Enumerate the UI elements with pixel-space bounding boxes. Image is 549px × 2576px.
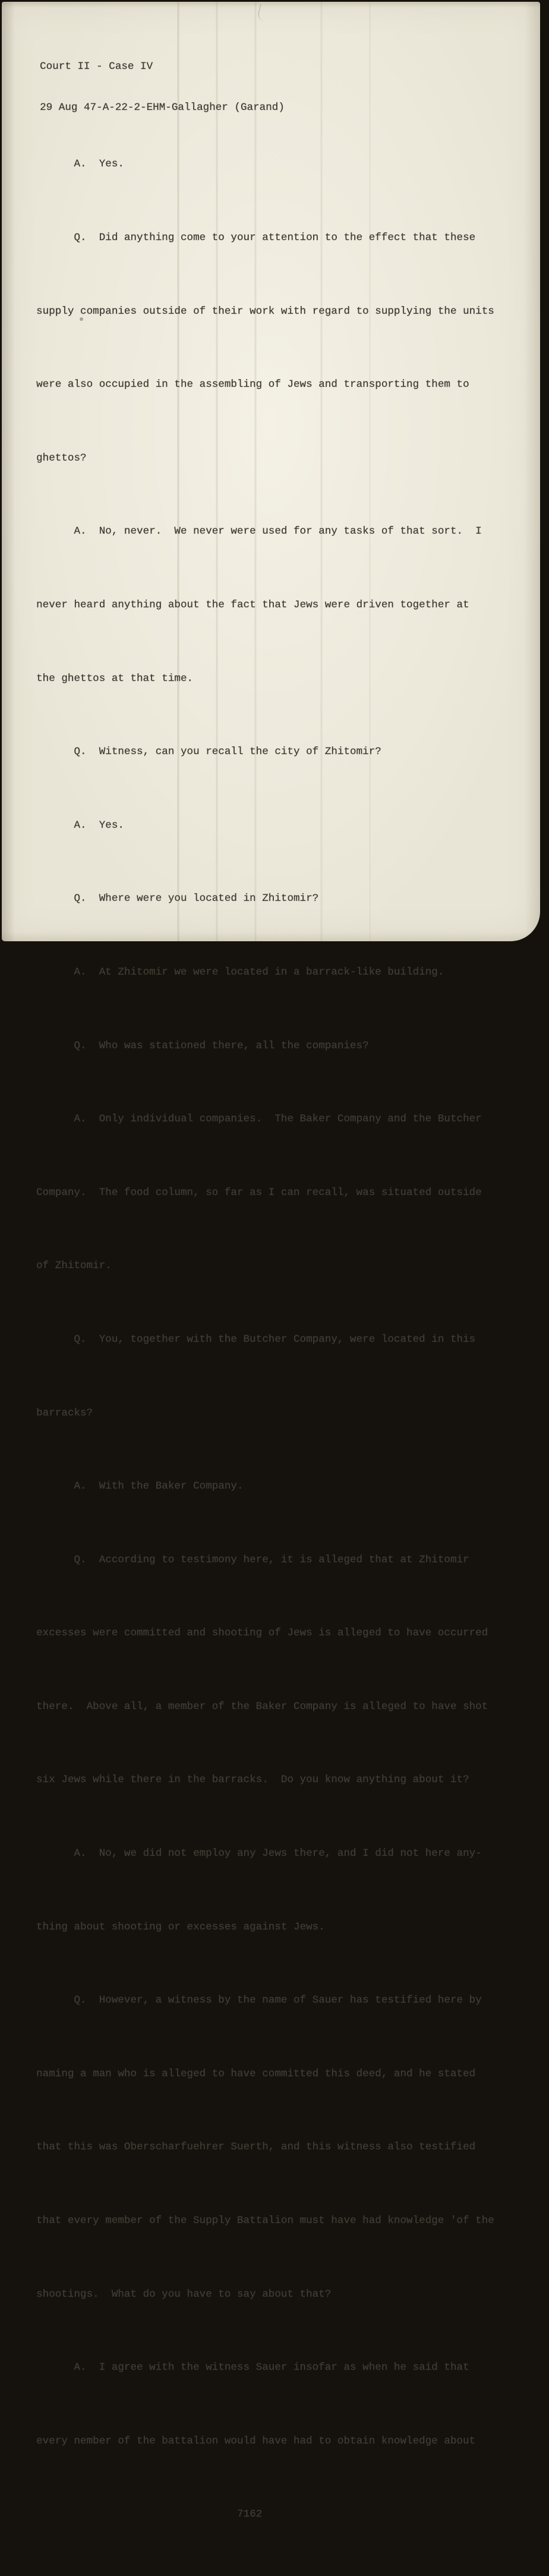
transcript-line: thing about shooting or excesses against Jews. bbox=[36, 1921, 325, 1933]
transcript-line: were also occupied in the assembling of Jews and transporting them to bbox=[36, 379, 469, 391]
transcript-line: Q. Who was stationed there, all the companies? bbox=[36, 1039, 369, 1052]
transcript-line: supply companies outside of their work with regard to supplying the units bbox=[36, 305, 494, 317]
transcript-line: Company. The food column, so far as I can recall, was situated outside bbox=[36, 1186, 482, 1199]
transcript-body bbox=[36, 103, 494, 2576]
transcript-line: there. Above all, a member of the Baker Company is alleged to have shot bbox=[36, 1700, 488, 1713]
transcript-line: six Jews while there in the barracks. Do you know anything about it? bbox=[36, 1774, 469, 1786]
transcript-line: barracks? bbox=[36, 1407, 93, 1419]
header-court-case: Court II - Case IV bbox=[40, 61, 153, 72]
transcript-line: every nember of the battalion would have had to obtain knowledge about bbox=[36, 2435, 476, 2447]
transcript-line: A. Yes. bbox=[36, 819, 124, 831]
transcript-line: the ghettos at that time. bbox=[36, 672, 193, 685]
transcript-line: Q. Did anything come to your attention to the effect that these bbox=[36, 232, 476, 244]
transcript-line: A. With the Baker Company. bbox=[36, 1480, 244, 1493]
transcript-line: A. Only individual companies. The Baker Company and the Butcher bbox=[36, 1113, 482, 1125]
transcript-line: ghettos? bbox=[36, 452, 87, 464]
transcript-line: that this was Oberscharfuehrer Suerth, and this witness also testified bbox=[36, 2141, 476, 2154]
header-date-reporter: 29 Aug 47-A-22-2-EHM-Gallagher (Garand) bbox=[40, 102, 285, 113]
paper-scratch-mark bbox=[257, 4, 268, 21]
transcript-line: never heard anything about the fact that Jews were driven together at bbox=[36, 598, 469, 611]
transcript-line: Q. Where were you located in Zhitomir? bbox=[36, 893, 319, 905]
transcript-line: of Zhitomir. bbox=[36, 1260, 112, 1272]
transcript-line: naming a man who is alleged to have committed this deed, and he stated bbox=[36, 2067, 476, 2080]
transcript-line: Q. However, a witness by the name of Sauer has testified here by bbox=[36, 1994, 482, 2007]
transcript-line: that every member of the Supply Battalion must have had knowledge 'of the bbox=[36, 2215, 494, 2227]
transcript-line: shootings. What do you have to say about that? bbox=[36, 2288, 332, 2300]
transcript-line: A. No, never. We never were used for any tasks of that sort. I bbox=[36, 525, 482, 538]
transcript-line: Q. You, together with the Butcher Company, were located in this bbox=[36, 1333, 476, 1345]
transcript-line: Q. Witness, can you recall the city of Zhitomir? bbox=[36, 746, 381, 758]
transcript-line: A. At Zhitomir we were located in a barrack-like building. bbox=[36, 966, 444, 978]
transcript-line: A. I agree with the witness Sauer insofar as when he said that bbox=[36, 2361, 469, 2374]
transcript-line: excesses were committed and shooting of Jews is alleged to have occurred bbox=[36, 1627, 488, 1639]
page-number: 7162 bbox=[237, 2508, 263, 2521]
transcript-line: Q. According to testimony here, it is alleged that at Zhitomir bbox=[36, 1553, 469, 1566]
paper-sheet bbox=[2, 2, 540, 2521]
transcript-line: A. No, we did not employ any Jews there, and I did not here any- bbox=[36, 1847, 482, 1860]
transcript-line: A. Yes. bbox=[36, 158, 124, 171]
